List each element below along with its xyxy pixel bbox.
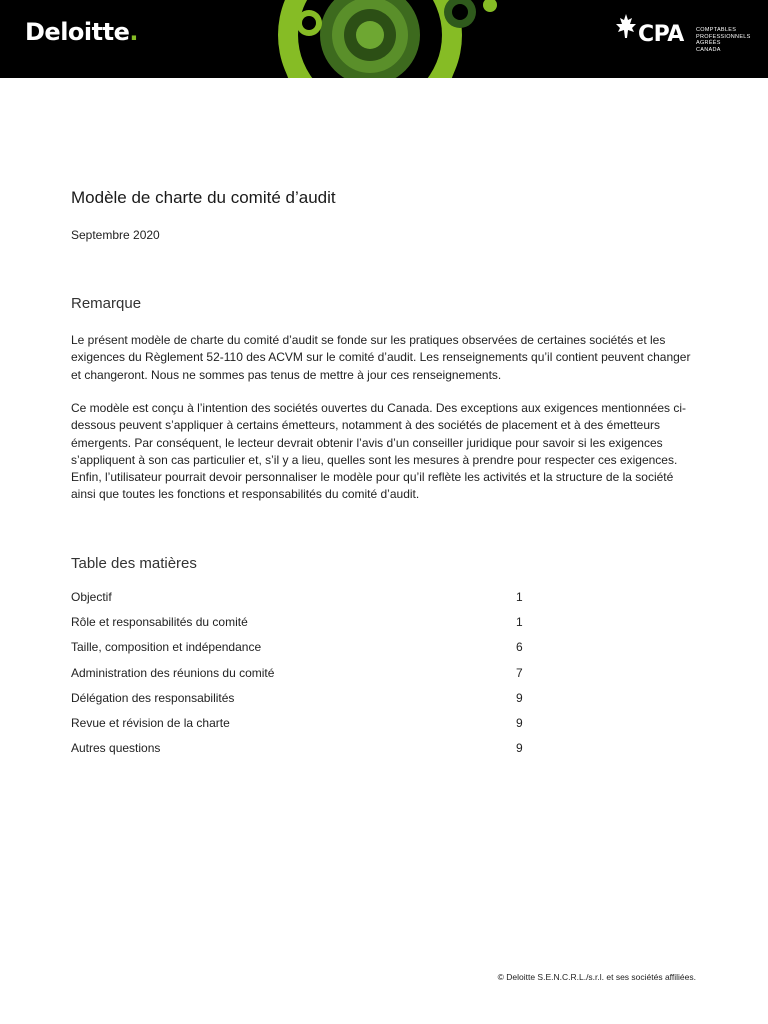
toc-item-label: Rôle et responsabilités du comité [71, 615, 248, 630]
toc-item[interactable] [71, 741, 531, 766]
toc-item-label: Administration des réunions du comité [71, 665, 275, 680]
toc-item[interactable] [71, 615, 531, 640]
deloitte-logo: Deloitte. [25, 18, 138, 46]
toc-item-page: 9 [516, 741, 523, 756]
toc-item-label: Taille, composition et indépendance [71, 640, 262, 655]
small-gear-left-icon [296, 10, 322, 36]
toc-item[interactable] [71, 640, 531, 665]
toc-item-page: 1 [516, 615, 523, 630]
footer-copyright: © Deloitte S.E.N.C.R.L./s.r.l. et ses sociétés affiliées. [497, 972, 696, 982]
toc-item[interactable] [71, 590, 531, 615]
small-gear-right-icon [444, 0, 497, 28]
toc-heading: Table des matières [71, 555, 197, 572]
document-title: Modèle de charte du comité d’audit [71, 188, 336, 207]
toc-item-page: 9 [516, 690, 523, 705]
toc-item[interactable] [71, 716, 531, 741]
toc-item-page: 6 [516, 640, 523, 655]
remarque-heading: Remarque [71, 295, 142, 312]
toc-item-label: Délégation des responsabilités [71, 690, 235, 705]
document-date: Septembre 2020 [71, 228, 160, 242]
toc-item-label: Autres questions [71, 741, 161, 756]
toc-item-page: 7 [516, 665, 523, 680]
toc-item[interactable] [71, 691, 531, 716]
toc-item-page: 1 [516, 590, 523, 604]
toc-item[interactable] [71, 666, 531, 691]
toc-item-page: 9 [516, 715, 523, 730]
cpa-canada-logo [614, 12, 764, 62]
cpa-wordmark: CPA [638, 22, 684, 47]
remarque-paragraph-2: Ce modèle est conçu à l’intention des sociétés ouvertes du Canada. Des exceptions aux exigences mentionnées ci-dessous peuvent s’appliquer à certains émetteurs, notamment à des sociétés de placement et à des émetteurs émergents. Par conséquent, le lecteur devrait obtenir l’avis d’un conseiller juridique pour savoir si les exigences s’appliquent à son cas particulier et, s’il y a lieu, quelles sont les mesures à prendre pour respecter ces exigences. Enfin, l’utilisateur pourrait devoir personnaliser le modèle pour qu’il reflète les activités et la structure de la société ainsi que toutes les fonctions et responsabilités du comité d’audit. [71, 401, 687, 502]
cpa-subtitle: COMPTABLES PROFESSIONNELS AGRÉÉS CANADA [696, 27, 751, 53]
maple-leaf-icon [616, 14, 636, 42]
toc-item-label: Revue et révision de la charte [71, 715, 230, 730]
remarque-paragraph-1: Le présent modèle de charte du comité d’audit se fonde sur les pratiques observées de certaines sociétés et les exigences du Règlement 52-110 des ACVM sur le comité d’audit. Les renseignements qu’il contient peuvent changer et changeront. Nous ne sommes pas tenus de mettre à jour ces renseignements. [71, 333, 691, 382]
table-of-contents [71, 590, 531, 766]
header-banner [0, 0, 768, 78]
toc-item-label: Objectif [71, 590, 112, 604]
